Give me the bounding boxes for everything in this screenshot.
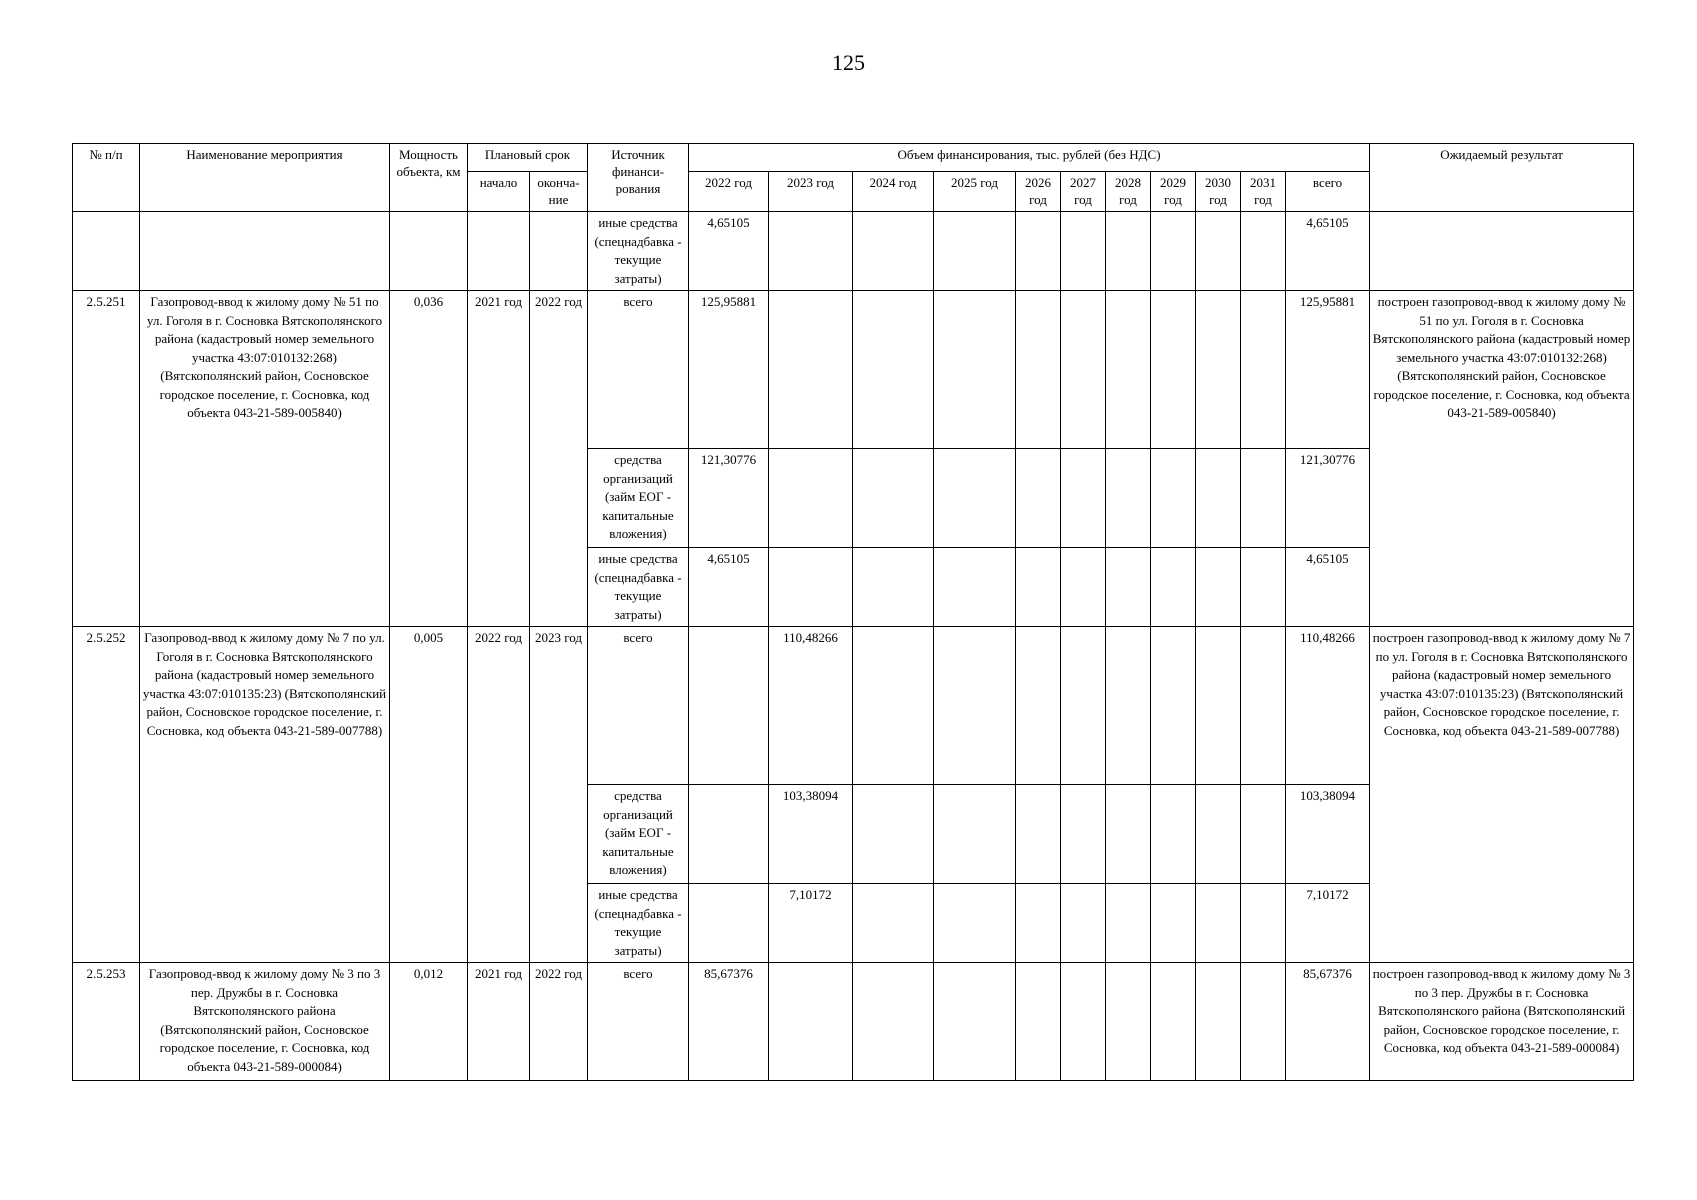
value-total: 103,38094 bbox=[1286, 785, 1370, 884]
item-end: 2023 год bbox=[530, 627, 588, 963]
source-cell: средства организаций (займ ЕОГ - капитальные вложения) bbox=[588, 785, 689, 884]
value-total: 85,67376 bbox=[1286, 963, 1370, 1081]
header-planned-term: Плановый срок bbox=[468, 144, 588, 172]
value-2023: 110,48266 bbox=[769, 627, 853, 785]
financing-table bbox=[72, 143, 1634, 1081]
table-row bbox=[73, 627, 1634, 785]
item-no: 2.5.253 bbox=[73, 963, 140, 1081]
header-year-2029: 2029 год bbox=[1151, 172, 1196, 212]
header-year-2023: 2023 год bbox=[769, 172, 853, 212]
header-year-2022: 2022 год bbox=[689, 172, 769, 212]
header-end: оконча-ние bbox=[530, 172, 588, 212]
value-2022: 85,67376 bbox=[689, 963, 769, 1081]
source-cell: иные средства (спецнадбавка - текущие затраты) bbox=[588, 548, 689, 627]
item-capacity: 0,012 bbox=[390, 963, 468, 1081]
source-cell: всего bbox=[588, 627, 689, 785]
item-result: построен газопровод-ввод к жилому дому № 3 по 3 пер. Дружбы в г. Сосновка Вятскополянского района (Вятскополянский район, Сосновское городское поселение, г. Сосновка, код объекта 043-21-589-000084) bbox=[1370, 963, 1634, 1081]
value-2022: 4,65105 bbox=[689, 548, 769, 627]
header-year-2031: 2031 год bbox=[1241, 172, 1286, 212]
table-row bbox=[73, 212, 1634, 291]
value-2023: 103,38094 bbox=[769, 785, 853, 884]
value-2023 bbox=[769, 449, 853, 548]
item-name: Газопровод-ввод к жилому дому № 51 по ул. Гоголя в г. Сосновка Вятскополянского района (кадастровый номер земельного участка 43:07:010132:268) (Вятскополянский район, Сосновское городское поселение, г. Сосновка, код объекта 043-21-589-005840) bbox=[140, 291, 390, 627]
header-funding: Объем финансирования, тыс. рублей (без НДС) bbox=[689, 144, 1370, 172]
value-2023: 7,10172 bbox=[769, 884, 853, 963]
item-no: 2.5.251 bbox=[73, 291, 140, 627]
item-start: 2021 год bbox=[468, 963, 530, 1081]
item-capacity: 0,036 bbox=[390, 291, 468, 627]
source-cell: средства организаций (займ ЕОГ - капитальные вложения) bbox=[588, 449, 689, 548]
source-cell: всего bbox=[588, 963, 689, 1081]
header-year-2026: 2026 год bbox=[1016, 172, 1061, 212]
item-capacity: 0,005 bbox=[390, 627, 468, 963]
item-result: построен газопровод-ввод к жилому дому № 7 по ул. Гоголя в г. Сосновка Вятскополянского района (кадастровый номер земельного участка 43:07:010135:23) (Вятскополянский район, Сосновское городское поселение, г. Сосновка, код объекта 043-21-589-007788) bbox=[1370, 627, 1634, 963]
header-start: начало bbox=[468, 172, 530, 212]
item-end: 2022 год bbox=[530, 291, 588, 627]
item-name: Газопровод-ввод к жилому дому № 7 по ул. Гоголя в г. Сосновка Вятскополянского района (кадастровый номер земельного участка 43:07:010135:23) (Вятскополянский район, Сосновское городское поселение, г. Сосновка, код объекта 043-21-589-007788) bbox=[140, 627, 390, 963]
item-end: 2022 год bbox=[530, 963, 588, 1081]
value-2022 bbox=[689, 785, 769, 884]
value-total: 125,95881 bbox=[1286, 291, 1370, 449]
value-2023 bbox=[769, 291, 853, 449]
header-name: Наименование мероприятия bbox=[140, 144, 390, 212]
value-2022 bbox=[689, 884, 769, 963]
item-result: построен газопровод-ввод к жилому дому № 51 по ул. Гоголя в г. Сосновка Вятскополянского района (кадастровый номер земельного участка 43:07:010132:268) (Вятскополянский район, Сосновское городское поселение, г. Сосновка, код объекта 043-21-589-005840) bbox=[1370, 291, 1634, 627]
source-cell: иные средства (спецнадбавка - текущие затраты) bbox=[588, 212, 689, 291]
value-total: 110,48266 bbox=[1286, 627, 1370, 785]
value-2022 bbox=[689, 627, 769, 785]
value-total: 4,65105 bbox=[1286, 548, 1370, 627]
header-year-2027: 2027 год bbox=[1061, 172, 1106, 212]
header-source: Источник финанси-рования bbox=[588, 144, 689, 212]
header-year-2024: 2024 год bbox=[853, 172, 934, 212]
header-total: всего bbox=[1286, 172, 1370, 212]
header-result: Ожидаемый результат bbox=[1370, 144, 1634, 212]
header-capacity: Мощность объекта, км bbox=[390, 144, 468, 212]
value-2023 bbox=[769, 963, 853, 1081]
value-total: 121,30776 bbox=[1286, 449, 1370, 548]
value-2023 bbox=[769, 548, 853, 627]
source-cell: иные средства (спецнадбавка - текущие затраты) bbox=[588, 884, 689, 963]
value-total: 4,65105 bbox=[1286, 212, 1370, 291]
source-cell: всего bbox=[588, 291, 689, 449]
value-2022: 125,95881 bbox=[689, 291, 769, 449]
table-row bbox=[73, 291, 1634, 449]
header-year-2030: 2030 год bbox=[1196, 172, 1241, 212]
page-number: 125 bbox=[832, 50, 865, 75]
header-year-2028: 2028 год bbox=[1106, 172, 1151, 212]
value-2022: 121,30776 bbox=[689, 449, 769, 548]
header-year-2025: 2025 год bbox=[934, 172, 1016, 212]
table-row bbox=[73, 963, 1634, 1081]
item-name: Газопровод-ввод к жилому дому № 3 по 3 пер. Дружбы в г. Сосновка Вятскополянского района (Вятскополянский район, Сосновское городское поселение, г. Сосновка, код объекта 043-21-589-000084) bbox=[140, 963, 390, 1081]
header-no: № п/п bbox=[73, 144, 140, 212]
value-total: 7,10172 bbox=[1286, 884, 1370, 963]
item-no: 2.5.252 bbox=[73, 627, 140, 963]
item-start: 2022 год bbox=[468, 627, 530, 963]
item-start: 2021 год bbox=[468, 291, 530, 627]
value-2022: 4,65105 bbox=[689, 212, 769, 291]
